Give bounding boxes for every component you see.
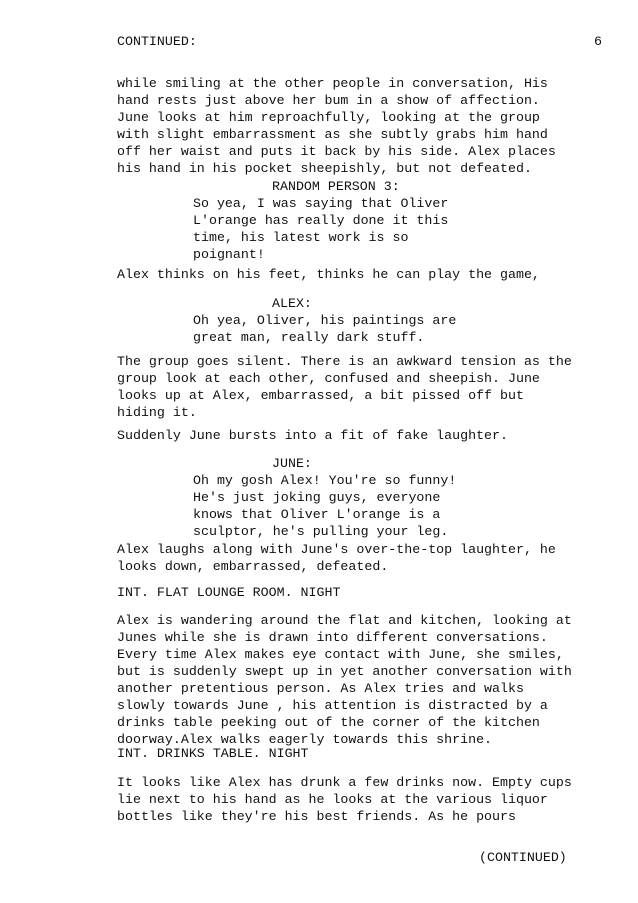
character-name: JUNE:: [272, 456, 312, 471]
action-paragraph: Suddenly June bursts into a fit of fake laughter.: [117, 428, 508, 443]
character-name: ALEX:: [272, 296, 312, 311]
action-paragraph: The group goes silent. There is an awkward tension as the group look at each other, confused and sheepish. June looks up at Alex, embarrassed, a bit pissed off but hiding it.: [117, 354, 572, 420]
action-paragraph: Alex laughs along with June's over-the-top laughter, he looks down, embarrassed, defeated.: [117, 542, 556, 574]
scene-heading: INT. DRINKS TABLE. NIGHT: [117, 746, 309, 761]
dialogue: So yea, I was saying that Oliver L'orange has really done it this time, his latest work is so poignant!: [193, 196, 449, 262]
action-paragraph: Alex is wandering around the flat and kitchen, looking at Junes while she is drawn into different conversations. Every time Alex makes eye contact with June, she smiles, but is suddenly swept up in yet another conversation with another pretentious person. As Alex tries and walks slowly towards June , his attention is distracted by a drinks table peeking out of the corner of the kitchen doorway.Alex walks eagerly towards this shrine.: [117, 613, 572, 747]
character-name: RANDOM PERSON 3:: [272, 179, 400, 194]
continued-footer: (CONTINUED): [479, 850, 567, 865]
scene-heading: INT. FLAT LOUNGE ROOM. NIGHT: [117, 585, 341, 600]
continued-header: CONTINUED:: [117, 34, 197, 49]
action-paragraph: It looks like Alex has drunk a few drinks now. Empty cups lie next to his hand as he looks at the various liquor bottles like they're his best friends. As he pours: [117, 775, 572, 824]
dialogue: Oh yea, Oliver, his paintings are great man, really dark stuff.: [193, 313, 457, 345]
dialogue: Oh my gosh Alex! You're so funny! He's just joking guys, everyone knows that Oliver L'orange is a sculptor, he's pulling your leg.: [193, 473, 457, 539]
page-number: 6: [594, 34, 602, 49]
action-paragraph: while smiling at the other people in conversation, His hand rests just above her bum in a show of affection. June looks at him reproachfully, looking at the group with slight embarrassment as she subtly grabs him hand off her waist and puts it back by his side. Alex places his hand in his pocket sheepishly, but not defeated.: [117, 76, 556, 176]
action-paragraph: Alex thinks on his feet, thinks he can play the game,: [117, 267, 540, 282]
